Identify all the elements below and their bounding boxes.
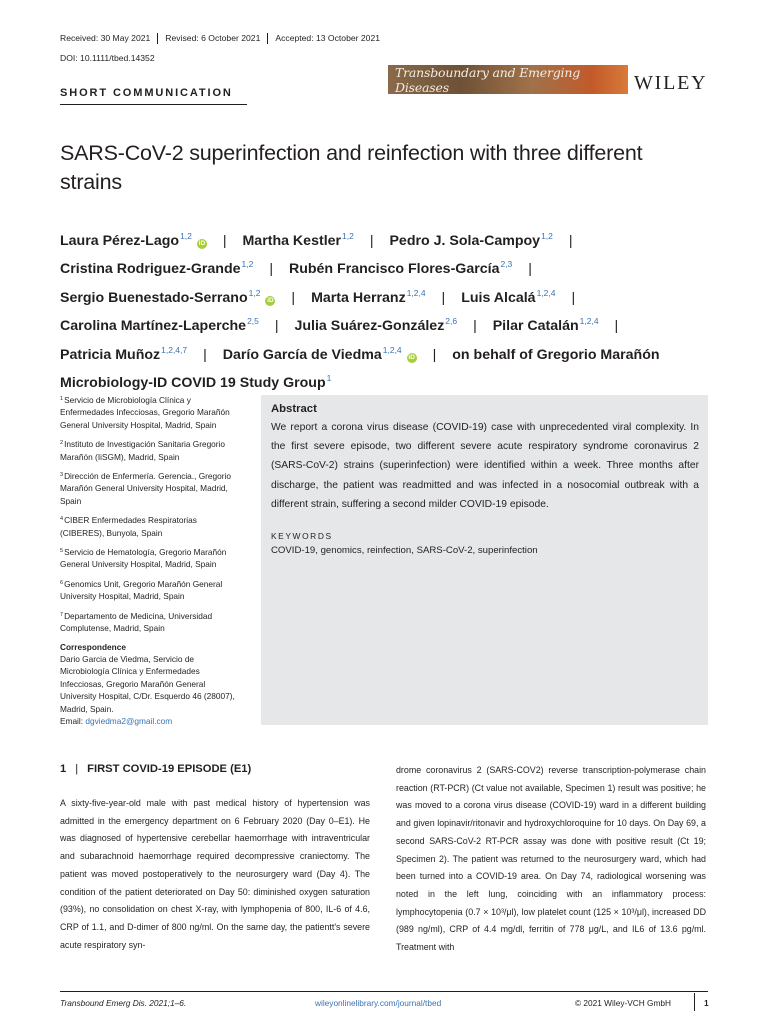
affiliation-text: Servicio de Hematología, Gregorio Marañón General University Hospital, Madrid, Spain	[60, 547, 227, 570]
article-type-rule	[60, 104, 247, 105]
publisher-logo: WILEY	[634, 72, 708, 94]
author-separator: |	[432, 346, 437, 363]
author-affiliation-sup: 1,2	[541, 231, 553, 241]
affiliation-number: 2	[60, 440, 64, 447]
author-affiliation-sup: 2,3	[500, 259, 513, 270]
author-separator: |	[441, 289, 446, 306]
body-column-right	[396, 762, 706, 957]
footer-divider	[694, 993, 695, 1011]
author-name-text: Cristina Rodriguez-Grande	[60, 261, 241, 278]
body-paragraph-left: A sixty-five-year-old male with past medical history of hypertension was admitted in the emergency department on 6 February 2020 (Day 0–E1). He was diagnosed of hypertensive cerebellar haemorrhage with intraventricular and subarachnoid haemorrhage required decompressive craniectomy. The patient was moved postoperatively to the neurosurgery ward (Day 4). The condition of the patient deteriorated on Day 50: diminished oxygen saturation (93%), no consolidation on chest X-ray, with lymphopenia of 800, IL-6 of 4.6, CRP of 1.1, and D-dimer of 800 ng/ml. On the same day, the patientt's severe acute respiratory syn-	[60, 798, 370, 950]
author-name-text: Pilar Catalán	[492, 318, 579, 335]
section-separator: |	[75, 763, 79, 775]
author-name[interactable]	[311, 287, 426, 306]
keywords-heading: KEYWORDS	[271, 531, 333, 542]
author-separator: |	[274, 318, 279, 335]
author-name[interactable]	[289, 261, 512, 277]
affiliation-number: 7	[60, 611, 64, 618]
affiliation-text: Instituto de Investigación Sanitaria Gregorio Marañón (IiSGM), Madrid, Spain	[60, 439, 226, 462]
author-name-text: Darío García de Viedma	[222, 346, 382, 363]
affiliation-text: Dirección de Enfermería. Gerencia., Gregorio Marañón General University Hospital, Madrid, Spain	[60, 471, 231, 506]
author-affiliation-sup: 2,5	[247, 316, 259, 327]
author-separator: |	[222, 233, 227, 249]
affiliation-number: 3	[60, 472, 64, 479]
keywords-text: COVID-19, genomics, reinfection, SARS-CoV-2, superinfection	[271, 545, 538, 557]
author-affiliation-sup: 1,2	[342, 231, 354, 241]
author-separator: |	[571, 289, 576, 306]
author-separator: |	[528, 261, 532, 278]
correspondence-email	[60, 715, 242, 727]
author-affiliation-sup: 1,2	[180, 231, 192, 241]
author-affiliation-sup: 1	[326, 373, 332, 384]
revised-date: Revised: 6 October 2021	[165, 33, 268, 44]
orcid-icon[interactable]: iD	[408, 353, 415, 361]
author-affiliation-sup: 2,6	[445, 316, 458, 327]
section-title: FIRST COVID-19 EPISODE (E1)	[87, 763, 252, 775]
author-separator: |	[291, 289, 296, 306]
affiliation-text: Departamento de Medicina, Universidad Complutense, Madrid, Spain	[60, 610, 213, 634]
footer-rule	[60, 991, 708, 992]
author-separator: |	[369, 233, 374, 249]
affiliation-item	[60, 609, 242, 635]
abstract-text: We report a corona virus disease (COVID-19) case with unprecedented viral complexity. In the first severe episode, two different severe acute respiratory syndrome coronavirus 2 (SARS-CoV-2) strains (superinfection) were identified within a week. Three months after discharge, the patient was readmitted and was infected in a nosocomial outbreak with a different strain, suffering a second milder COVID-19 episode.	[271, 422, 699, 510]
author-affiliation-sup: 1,2,4	[536, 287, 556, 298]
affiliation-number: 5	[60, 548, 64, 555]
author-name-text: Rubén Francisco Flores-García	[288, 261, 500, 278]
affiliation-text: Genomics Unit, Gregorio Marañón General University Hospital, Madrid, Spain	[60, 578, 223, 602]
affiliation-number: 1	[60, 396, 64, 402]
author-name[interactable]	[493, 318, 599, 334]
affiliation-number: 4	[60, 516, 64, 523]
author-name-text: Carolina Martínez-Laperche	[60, 318, 247, 335]
correspondence-text: Dario Garcia de Viedma, Servicio de Microbiología Clínica y Enfermedades Infecciosas, Gregorio Marañón General University Hospital, C/Dr. Esquerdo 46 (28007), Madrid, Spain.	[60, 653, 235, 714]
author-separator: |	[473, 318, 477, 335]
article-type: SHORT COMMUNICATION	[60, 87, 233, 99]
journal-banner	[388, 65, 628, 94]
author-separator: |	[203, 346, 207, 363]
author-name[interactable]	[60, 261, 253, 277]
page-footer	[60, 998, 708, 1008]
author-name[interactable]	[60, 233, 207, 249]
author-name[interactable]	[60, 287, 275, 306]
author-separator: |	[614, 318, 619, 335]
received-date: Received: 30 May 2021	[60, 33, 158, 44]
affiliation-number: 6	[60, 579, 64, 586]
author-name[interactable]	[461, 287, 556, 306]
author-list	[60, 225, 720, 395]
author-name-text: Patricia Muñoz	[60, 346, 161, 363]
accepted-date: Accepted: 13 October 2021	[275, 33, 381, 43]
affiliation-item	[60, 393, 242, 431]
orcid-icon[interactable]: iD	[198, 240, 206, 247]
author-name[interactable]	[389, 233, 552, 249]
author-name-text: Pedro J. Sola-Campoy	[389, 233, 541, 249]
author-affiliation-sup: 1,2	[241, 259, 254, 270]
author-affiliation-sup: 1,2,4	[406, 287, 426, 298]
affiliation-item	[60, 513, 242, 539]
author-separator: |	[568, 233, 573, 249]
footer-copyright: © 2021 Wiley-VCH GmbH	[575, 998, 672, 1008]
body-column-left	[60, 762, 370, 954]
section-heading	[60, 762, 370, 776]
affiliation-item	[60, 437, 242, 463]
page-number: 1	[704, 998, 709, 1008]
section-number: 1	[60, 763, 67, 775]
author-name[interactable]	[242, 233, 353, 249]
article-dates	[60, 33, 394, 44]
author-name-text: Marta Herranz	[311, 289, 406, 306]
author-affiliation-sup: 1,2	[248, 287, 261, 298]
affiliation-item	[60, 545, 242, 571]
footer-journal: Transbound Emerg Dis. 2021;1–6.	[60, 998, 187, 1008]
email-link[interactable]: dgviedma2@gmail.com	[85, 715, 173, 726]
author-affiliation-sup: 1,2,4	[382, 344, 402, 355]
author-name-text: Julia Suárez-González	[294, 318, 445, 335]
body-paragraph-right: drome coronavirus 2 (SARS-COV2) reverse transcription-polymerase chain reaction (RT-PCR) (Ct value not available, Specimen 1) result was positive; he was moved to a corona virus disease (COVID-19) ward in a different building and given lopinavir/ritonavir and hydroxychloroquine for 10 days. On Day 69, a second SARS-CoV-2 RT-PCR assay was done with positive result (Ct 19; Specimen 2). The patient was returned to the neurosurgery ward, which had been turned into a COVID-19 area. On Day 74, radiological worsening was noted in the left lung, coinciding with an inflammatory process: lymphocytopenia (0.7 × 10³/μl), low platelet count (125 × 10³/μl), increased DD (989 ng/ml), CRP of 4.4 mg/dl, ferritin of 778 μg/L, and IL6 of 13.6 pg/ml. Treatment with	[396, 765, 706, 953]
author-separator: |	[269, 261, 273, 278]
author-name[interactable]	[60, 344, 188, 363]
author-name-text: Sergio Buenestado-Serrano	[60, 289, 248, 306]
author-affiliation-sup: 1,2,4	[579, 316, 599, 327]
journal-banner-text: Transboundary and Emerging Diseases	[395, 64, 581, 95]
correspondence-heading: Correspondence	[60, 641, 126, 652]
affiliation-item	[60, 577, 242, 603]
affiliation-text: Servicio de Microbiología Clínica y Enfermedades Infecciosas, Gregorio Marañón General University Hospital, Madrid, Spain	[60, 395, 230, 430]
author-name[interactable]	[60, 318, 259, 334]
author-name[interactable]	[294, 318, 457, 334]
article-title: SARS-CoV-2 superinfection and reinfection with three different strains	[60, 141, 643, 194]
abstract-box	[261, 395, 708, 725]
author-name-text: Laura Pérez-Lago	[60, 233, 180, 249]
affiliation-item	[60, 469, 242, 507]
affiliation-text: CIBER Enfermedades Respiratorias (CIBERES), Bunyola, Spain	[60, 515, 197, 538]
author-affiliation-sup: 1,2,4,7	[161, 344, 188, 355]
email-label: Email:	[60, 715, 86, 726]
abstract-heading: Abstract	[271, 403, 317, 415]
footer-url[interactable]: wileyonlinelibrary.com/journal/tbed	[315, 998, 442, 1008]
author-name-text: Martha Kestler	[242, 233, 342, 249]
doi[interactable]: DOI: 10.1111/tbed.14352	[60, 53, 155, 63]
orcid-icon[interactable]: iD	[267, 296, 274, 304]
author-name-text: Luis Alcalá	[461, 289, 536, 306]
author-name[interactable]	[222, 344, 417, 363]
affiliations	[60, 393, 242, 727]
author-name-text: on behalf of Gregorio Marañón Microbiology-ID COVID 19 Study Group	[60, 346, 660, 392]
